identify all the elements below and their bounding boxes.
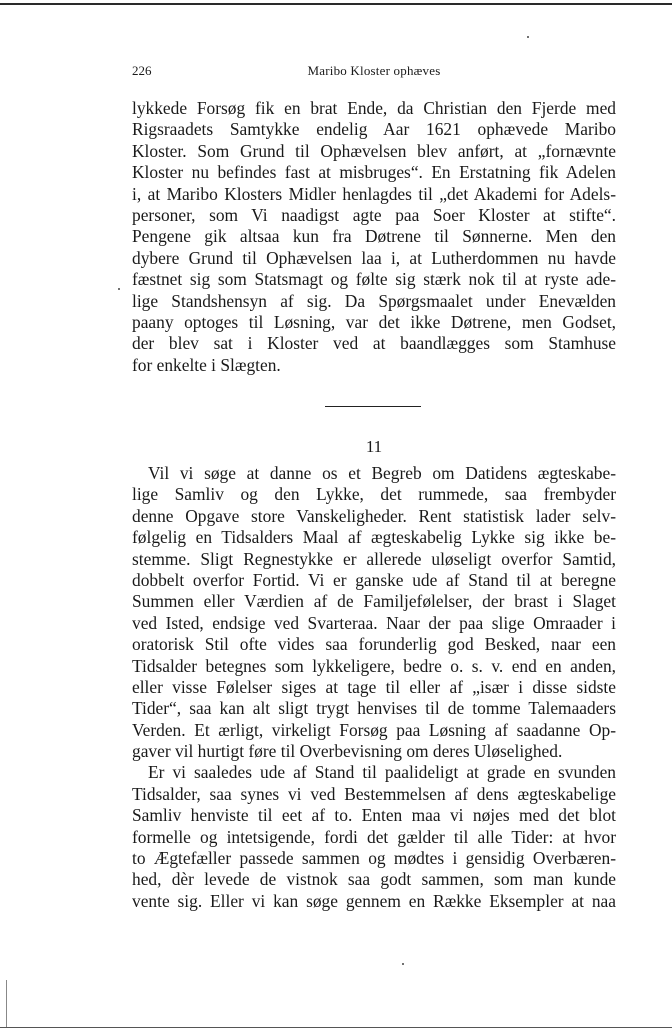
scan-speck (118, 288, 120, 290)
text-line: paany optoges til Løsning, var det ikke Døtrene, men Godset, (132, 311, 616, 332)
section-number: 11 (365, 437, 383, 456)
paragraph-1 (132, 98, 616, 376)
text-line: lige Samliv og den Lykke, det rummede, saa frembyder (132, 484, 616, 505)
running-head (132, 63, 616, 83)
text-line: Summen eller Værdien af de Familjefølelser, der brast i Slaget (132, 591, 616, 612)
text-line: formelle og intetsigende, fordi det gælder til alle Tider: at hvor (132, 826, 616, 847)
text-line: Verden. Et ærligt, virkeligt Forsøg paa Løsning af saadanne Op- (132, 719, 616, 740)
text-line: vente sig. Eller vi kan søge gennem en Række Eksempler at naa (132, 890, 616, 911)
text-line: lige Standshensyn af sig. Da Spørgsmaalet under Enevælden (132, 290, 616, 311)
text-line: følgelig en Tidsalders Maal af ægteskabelig Lykke sig ikke be- (132, 527, 616, 548)
text-line: ved Isted, endsige ved Svarteraa. Naar der paa slige Omraader i (132, 612, 616, 633)
text-line: Tidsalder betegnes som lykkeligere, bedre o. s. v. end en anden, (132, 655, 616, 676)
scan-speck (402, 963, 404, 965)
text-line: Rigsraadets Samtykke endelig Aar 1621 ophævede Maribo (132, 119, 616, 140)
text-line: lykkede Forsøg fik en brat Ende, da Christian den Fjerde med (132, 98, 616, 118)
text-line: dybere Grund til Ophævelsen laa i, at Lutherdommen nu havde (132, 247, 616, 268)
text-line: Vil vi søge at danne os et Begreb om Datidens ægteskabe- (148, 463, 616, 483)
text-line: dobbelt overfor Fortid. Vi er ganske ude af Stand til at beregne (132, 569, 616, 590)
page-number: 226 (132, 63, 152, 78)
text-line: fæstnet sig som Statsmagt og følte sig stærk nok til at ryste ade- (132, 269, 616, 290)
text-line: to Ægtefæller passede sammen og mødtes i gensidig Overbæren- (132, 848, 616, 869)
text-line: gaver vil hurtigt føre til Overbevisning om deres Uløselighed. (132, 741, 563, 762)
scan-top-edge (0, 3, 672, 5)
text-line: stemme. Sligt Regnestykke er allerede uløseligt overfor Samtid, (132, 548, 616, 569)
text-line: eller visse Følelser siges at tage til eller af „især i disse sidste (132, 676, 616, 697)
text-line: der blev sat i Kloster ved at baandlægges som Stamhuse (132, 333, 616, 354)
text-line: oratorisk Stil ofte vides saa forunderlig god Besked, naar een (132, 634, 616, 655)
text-line: for enkelte i Slægten. (132, 354, 281, 375)
text-line: Samliv henviste til eet af to. Enten maa vi nøjes med det blot (132, 805, 616, 826)
scan-speck (527, 36, 529, 38)
text-line: denne Opgave store Vanskeligheder. Rent statistisk lader selv- (132, 505, 616, 526)
scan-left-edge (6, 980, 7, 1027)
text-line: Er vi saaledes ude af Stand til paalideligt at grade en svunden (148, 762, 616, 783)
running-title: Maribo Kloster ophæves (307, 63, 441, 78)
scan-bottom-edge (0, 1027, 672, 1028)
text-line: personer, som Vi naadigst agte paa Soer Kloster at stifte“. (132, 204, 616, 225)
body-text-block (132, 463, 616, 912)
text-line: Tidsalder, saa synes vi ved Bestemmelsen af dens ægteskabelige (132, 783, 616, 804)
text-line: i, at Maribo Klosters Midler henlagdes til „det Akademi for Adels- (132, 183, 616, 204)
text-line: hed, dèr levede de vistnok saa godt sammen, som man kunde (132, 869, 616, 890)
text-line: Pengene gik altsaa kun fra Døtrene til Sønnerne. Men den (132, 226, 616, 247)
text-line: Kloster nu befindes fast at misbruges“. En Erstatning fik Adelen (132, 162, 616, 183)
section-divider (325, 406, 421, 407)
text-line: Tider“, saa kan alt sligt trygt henvises til de tomme Talemaaders (132, 698, 616, 719)
text-line: Kloster. Som Grund til Ophævelsen blev anført, at „fornævnte (132, 140, 616, 161)
